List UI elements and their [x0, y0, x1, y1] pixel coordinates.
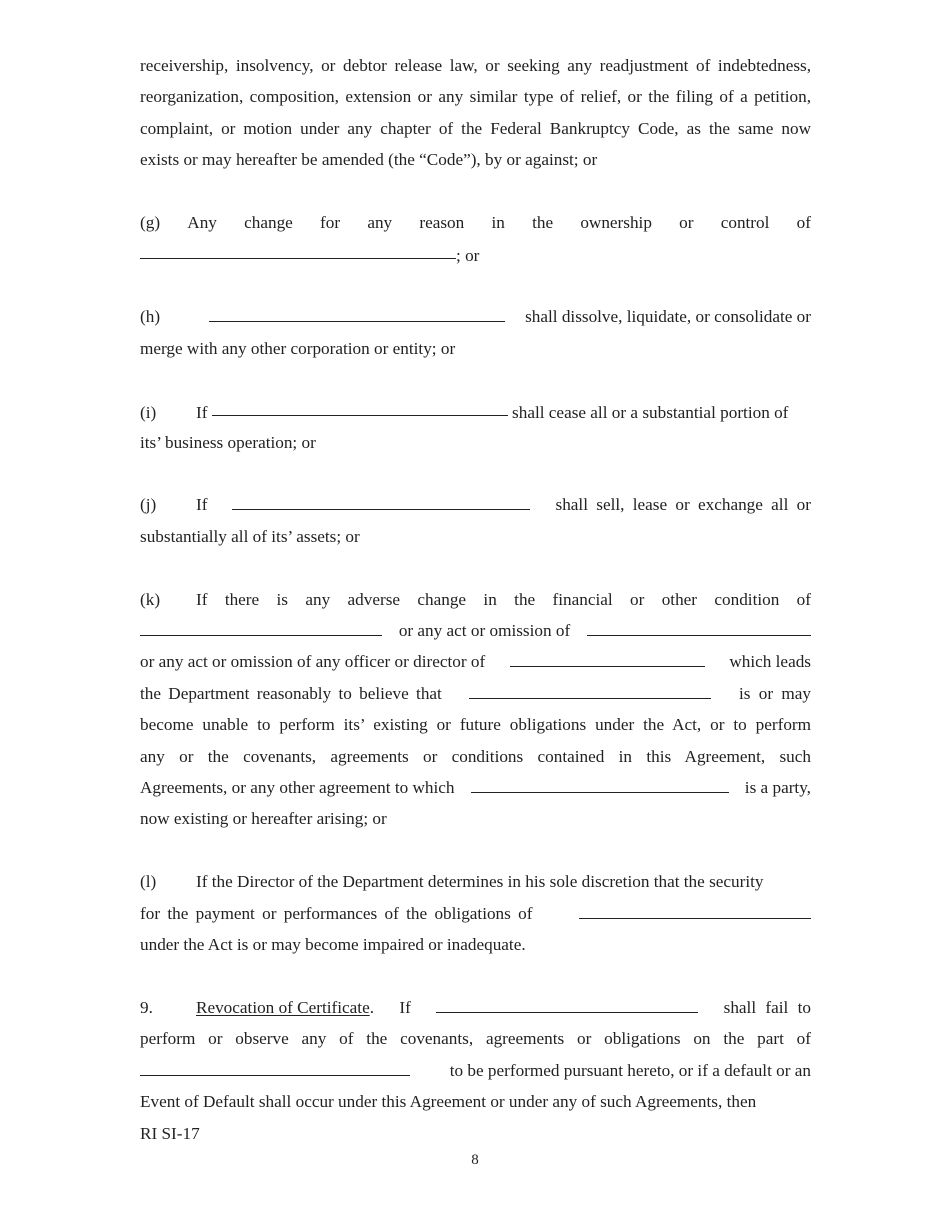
text: for the payment or performances of the obligations of: [140, 903, 533, 923]
text-line: exists or may hereafter be amended (the “Code”), by or against; or: [140, 150, 598, 170]
word: reason: [419, 212, 465, 232]
blank-field[interactable]: [140, 1055, 410, 1076]
blank-field[interactable]: [579, 898, 811, 919]
text-line: now existing or hereafter arising; or: [140, 809, 387, 829]
section-9: [140, 992, 811, 1118]
text-line: [140, 207, 811, 238]
blank-field[interactable]: [587, 615, 811, 636]
word: change: [244, 212, 293, 232]
text-line: [140, 238, 811, 269]
text-line: [140, 489, 811, 520]
blank-field[interactable]: [140, 615, 382, 636]
text: which leads: [729, 652, 811, 672]
section-heading: [140, 992, 374, 1023]
text: shall fail to: [723, 997, 811, 1017]
clause-label: (h): [140, 307, 161, 327]
clause-g: [140, 207, 811, 270]
word: Any: [187, 212, 217, 232]
word: or: [679, 212, 694, 232]
text-line: reorganization, composition, extension or any similar type of relief, or the filing of a petition,: [140, 87, 811, 107]
text: .: [369, 997, 375, 1017]
text: shall cease all or a substantial portion of: [512, 403, 789, 423]
blank-field[interactable]: [469, 678, 711, 699]
text: is a party,: [744, 777, 811, 797]
word: any: [367, 212, 393, 232]
text: shall sell, lease or exchange all or: [555, 495, 811, 515]
word: of: [796, 212, 811, 232]
text: the Department reasonably to believe that: [140, 683, 442, 703]
text: If: [399, 997, 411, 1017]
text-line: merge with any other corporation or entity; or: [140, 338, 456, 358]
blank-field[interactable]: [471, 772, 729, 793]
clause-l: [140, 866, 811, 960]
clause-label: (g): [140, 212, 161, 232]
text-line: [140, 615, 811, 646]
text-line: any or the covenants, agreements or conditions contained in this Agreement, such: [140, 746, 811, 766]
blank-field[interactable]: [510, 646, 705, 667]
text-line: [140, 772, 811, 803]
text: If: [196, 495, 208, 515]
text-line: [140, 898, 811, 929]
word: for: [320, 212, 341, 232]
word: in: [491, 212, 505, 232]
text-line: under the Act is or may become impaired or inadequate.: [140, 934, 526, 954]
clause-label: (j): [140, 495, 157, 515]
clause-lead: [140, 489, 207, 520]
text-line: Event of Default shall occur under this Agreement or under any of such Agreements, then: [140, 1091, 757, 1111]
text-line: [140, 584, 811, 615]
text: If there is any adverse change in the financial or other condition of: [196, 589, 811, 609]
text-line: [140, 678, 811, 709]
clause-k: [140, 584, 811, 835]
intro-paragraph: [140, 50, 811, 176]
section-title: Revocation of Certificate: [196, 997, 370, 1017]
word: control: [720, 212, 770, 232]
text: ; or: [456, 246, 480, 266]
text-line: substantially all of its’ assets; or: [140, 526, 360, 546]
text-line: [140, 395, 811, 426]
text: or any act or omission of any officer or director of: [140, 652, 486, 672]
clause-label: (l): [140, 872, 157, 892]
text: If the Director of the Department determines in his sole discretion that the security: [196, 872, 764, 892]
text-line: its’ business operation; or: [140, 432, 316, 452]
text-line: [140, 301, 811, 332]
text-line: receivership, insolvency, or debtor release law, or seeking any readjustment of indebtedness,: [140, 56, 811, 75]
word: ownership: [580, 212, 652, 232]
text-line: [140, 1055, 811, 1086]
text-line: become unable to perform its’ existing or future obligations under the Act, or to perform: [140, 715, 811, 735]
blank-field[interactable]: [436, 992, 698, 1013]
text: If: [196, 403, 208, 423]
section-number: 9.: [140, 997, 153, 1017]
text-line: perform or observe any of the covenants, agreements or obligations on the part of: [140, 1029, 811, 1049]
text-line: [140, 866, 811, 897]
document-body: [140, 50, 811, 1117]
text-line: complaint, or motion under any chapter of the Federal Bankruptcy Code, as the same now: [140, 118, 811, 138]
text-line: [140, 992, 811, 1023]
clause-label: (k): [140, 589, 161, 609]
text: to be performed pursuant hereto, or if a default or an: [449, 1060, 811, 1080]
blank-field[interactable]: [212, 395, 508, 416]
clause-j: [140, 489, 811, 552]
text: or any act or omission of: [398, 621, 571, 641]
text: Agreements, or any other agreement to which: [140, 777, 455, 797]
form-code: RI SI-17: [140, 1124, 200, 1143]
text-line: [140, 646, 811, 677]
clause-label: (i): [140, 403, 157, 423]
text: shall dissolve, liquidate, or consolidate or: [525, 307, 811, 327]
blank-field[interactable]: [232, 489, 530, 510]
blank-field[interactable]: [209, 301, 505, 322]
page-number: 8: [471, 1152, 479, 1168]
clause-i: [140, 395, 811, 458]
clause-h: [140, 301, 811, 364]
blank-field[interactable]: [140, 238, 456, 259]
word: the: [532, 212, 554, 232]
text: is or may: [739, 683, 811, 703]
